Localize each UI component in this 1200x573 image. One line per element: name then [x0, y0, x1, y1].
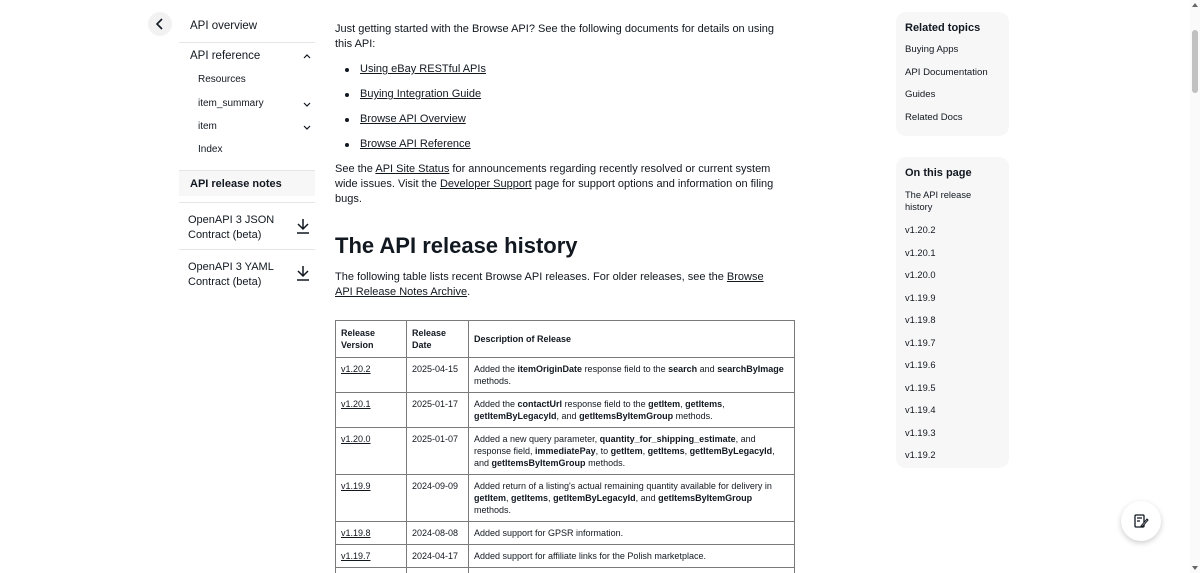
link-version[interactable]: v1.19.8 — [341, 528, 371, 538]
scroll-down-arrow-icon[interactable] — [1192, 566, 1198, 570]
list-item — [345, 112, 486, 137]
nav-item-label: item_summary — [198, 98, 264, 109]
cell-version — [336, 428, 407, 475]
list-item — [345, 87, 486, 112]
related-topics-card — [896, 12, 1009, 136]
list-item — [345, 62, 486, 87]
link-version[interactable]: v1.20.1 — [341, 399, 371, 409]
cell-version — [336, 358, 407, 393]
table-row — [336, 522, 795, 545]
cell-date: 2024-08-08 — [407, 522, 469, 545]
json-contract-line1: OpenAPI 3 JSON — [188, 214, 275, 226]
toc-item[interactable]: v1.19.5 — [905, 382, 936, 393]
link-buying-integration-guide[interactable]: Buying Integration Guide — [360, 88, 482, 100]
toc-item[interactable]: v1.20.1 — [905, 247, 936, 258]
cell-date: 2025-04-15 — [407, 358, 469, 393]
nav-item-label: Resources — [198, 74, 246, 85]
download-yaml-contract[interactable] — [179, 249, 315, 290]
status-text — [335, 162, 790, 207]
table-row — [336, 475, 795, 522]
feedback-button[interactable] — [1121, 501, 1161, 541]
toc-item[interactable]: v1.20.0 — [905, 270, 936, 280]
nav-item-index[interactable] — [198, 144, 315, 155]
edit-note-icon — [1133, 513, 1149, 529]
nav-item-label: Index — [198, 144, 223, 155]
table-row — [336, 393, 795, 428]
cell-description: Added the contactUrl response field to the getItem, getItems, getItemByLegacyId, and getItemsByItemGroup methods. — [469, 393, 795, 428]
cell-version — [336, 475, 407, 522]
cell-description: Added the itemOriginDate response field to the search and searchByImage methods. — [469, 358, 795, 393]
status-post: page for support options and information on filing bugs. — [335, 178, 774, 205]
cell-date: 2025-01-07 — [407, 428, 469, 475]
toc-item[interactable]: v1.19.9 — [905, 292, 936, 303]
toc-item[interactable]: v1.20.2 — [905, 225, 936, 235]
cell-description: Added return of a listing's actual remaining quantity available for delivery in getItem, getItems, getItemByLegacyId, and getItemsByItemGroup methods. — [469, 475, 795, 522]
scroll-up-arrow-icon[interactable] — [1192, 3, 1198, 7]
nav-api-release-notes[interactable]: API release notes — [179, 170, 315, 196]
scrollbar-thumb[interactable] — [1192, 30, 1198, 93]
cell-description: Added a new query parameter, quantity_for_shipping_estimate, and response field, immediatePay, to getItem, getItems, getItemByLegacyId, and getItemsByItemGroup methods. — [469, 428, 795, 475]
toc-item[interactable]: v1.19.4 — [905, 405, 936, 415]
toc-item[interactable]: v1.19.8 — [905, 315, 936, 325]
back-button[interactable] — [148, 12, 172, 36]
cell-version — [336, 568, 407, 573]
related-item-related-docs[interactable]: Related Docs — [905, 111, 963, 123]
nav-item-item[interactable] — [198, 121, 315, 132]
table-row — [336, 428, 795, 475]
cell-date: 2024-09-09 — [407, 475, 469, 522]
header-release-date: Release Date — [407, 321, 469, 358]
download-json-contract[interactable] — [179, 202, 315, 243]
link-version[interactable]: v1.19.7 — [341, 551, 371, 561]
page-heading: The API release history — [335, 233, 578, 258]
nav-item-label: item — [198, 121, 217, 132]
release-history-table — [335, 320, 795, 573]
on-this-page-title: On this page — [905, 167, 972, 179]
toc-item[interactable]: v1.19.6 — [905, 360, 936, 370]
list-item — [345, 137, 486, 162]
header-release-version: Release Version — [336, 321, 407, 358]
nav-api-reference-label: API reference — [190, 49, 261, 62]
cell-version — [336, 545, 407, 568]
toc-item[interactable]: v1.19.7 — [905, 337, 936, 348]
cell-description: Added support for affiliate links for the Polish marketplace. — [469, 545, 795, 568]
related-item-api-documentation[interactable]: API Documentation — [905, 66, 988, 78]
yaml-contract-line1: OpenAPI 3 YAML — [188, 261, 274, 273]
nav-item-resources[interactable] — [198, 74, 315, 85]
cell-version — [336, 522, 407, 545]
link-release-notes-archive[interactable]: Browse API Release Notes Archive — [335, 271, 764, 298]
chevron-up-icon — [303, 53, 311, 59]
table-row — [336, 545, 795, 568]
related-item-buying-apps[interactable]: Buying Apps — [905, 44, 959, 55]
cell-date: 2024-04-17 — [407, 545, 469, 568]
related-topics-title: Related topics — [905, 22, 981, 34]
link-developer-support[interactable]: Developer Support — [439, 178, 532, 190]
cell-date — [407, 568, 469, 573]
nav-api-overview[interactable]: API overview — [190, 20, 258, 32]
table-intro-pre: The following table lists recent Browse API releases. For older releases, see the — [335, 271, 727, 283]
chevron-down-icon — [303, 125, 311, 131]
getting-started-links — [345, 62, 486, 162]
toc-item[interactable]: v1.19.2 — [905, 450, 936, 460]
page-scrollbar[interactable] — [1190, 0, 1200, 573]
link-version[interactable]: v1.19.9 — [341, 481, 371, 491]
status-mid: for announcements regarding recently resolved or current system wide issues. Visit the — [335, 163, 771, 190]
chevron-left-icon — [155, 18, 165, 30]
table-intro-text — [335, 270, 775, 300]
toc-item-release-history[interactable]: The API release history — [905, 190, 972, 212]
header-description: Description of Release — [469, 321, 795, 358]
cell-description — [469, 568, 795, 573]
link-browse-api-overview[interactable]: Browse API Overview — [360, 113, 466, 125]
link-browse-api-reference[interactable]: Browse API Reference — [360, 138, 471, 150]
nav-api-reference[interactable] — [179, 42, 315, 68]
table-intro-post: . — [467, 286, 471, 298]
link-api-site-status[interactable]: API Site Status — [375, 163, 450, 175]
download-icon — [295, 264, 311, 282]
link-using-ebay-restful-apis[interactable]: Using eBay RESTful APIs — [360, 63, 486, 75]
toc-item[interactable]: v1.19.3 — [905, 427, 936, 438]
intro-text: Just getting started with the Browse API? See the following documents for details on using this API: — [335, 23, 775, 50]
yaml-contract-line2: Contract (beta) — [188, 276, 262, 288]
json-contract-line2: Contract (beta) — [188, 229, 262, 241]
status-pre: See the — [335, 163, 376, 175]
link-version[interactable]: v1.20.0 — [341, 434, 371, 444]
table-row — [336, 568, 795, 573]
link-version[interactable]: v1.20.2 — [341, 364, 371, 374]
download-icon — [295, 217, 311, 235]
nav-item-item-summary[interactable] — [198, 98, 315, 109]
cell-date: 2025-01-17 — [407, 393, 469, 428]
related-item-guides[interactable]: Guides — [905, 89, 936, 100]
cell-version — [336, 393, 407, 428]
cell-description: Added support for GPSR information. — [469, 522, 795, 545]
on-this-page-card — [896, 157, 1009, 468]
table-header-row — [336, 321, 795, 358]
table-row — [336, 358, 795, 393]
chevron-down-icon — [303, 102, 311, 108]
